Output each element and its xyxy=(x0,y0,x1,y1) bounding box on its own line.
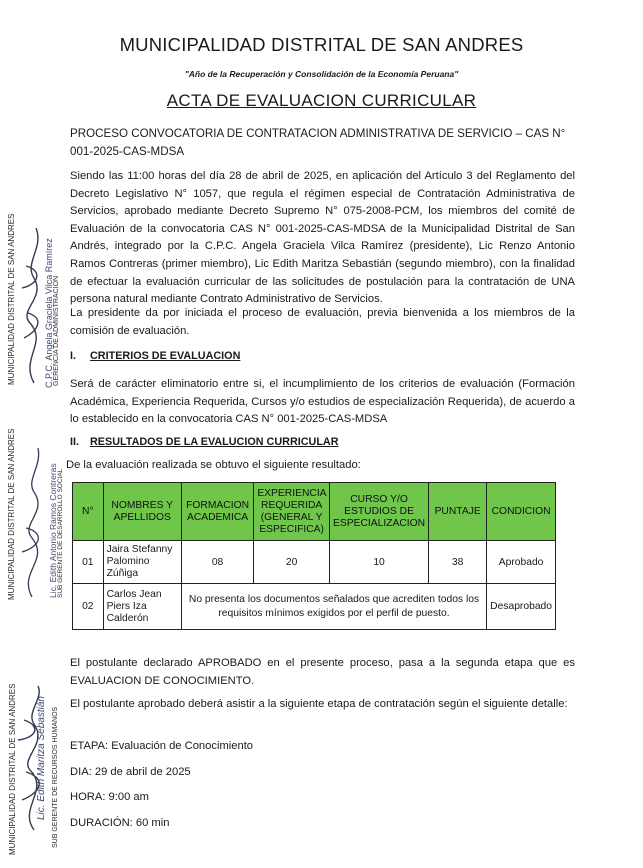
cell-note: No presenta los documentos señalados que acrediten todos los requisitos mínimos exigidos por el perfil de puesto. xyxy=(181,584,486,630)
results-table xyxy=(72,482,556,630)
opening-paragraph: La presidente da por iniciada el proceso de evaluación, previa bienvenida a los miembros de la comisión de evaluación. xyxy=(70,307,575,337)
cell-n: 01 xyxy=(73,541,104,584)
section-number: I. xyxy=(70,350,76,362)
stamp-org: MUNICIPALIDAD DISTRITAL DE SAN ANDRES xyxy=(8,683,17,855)
col-formacion: FORMACION ACADEMICA xyxy=(181,483,253,541)
col-condicion: CONDICION xyxy=(487,483,556,541)
cell-experiencia: 20 xyxy=(254,541,330,584)
section-resultados-heading xyxy=(70,436,339,448)
section-title: CRITERIOS DE EVALUACION xyxy=(90,350,241,362)
cell-condicion: Aprobado xyxy=(487,541,556,584)
municipality-title: MUNICIPALIDAD DISTRITAL DE SAN ANDRES xyxy=(119,34,524,55)
year-motto: "Año de la Recuperación y Consolidación de la Economía Peruana" xyxy=(184,69,459,79)
stamp-role: SUB GERENTE DE RECURSOS HUMANOS xyxy=(52,706,59,848)
day-line: DIA: 29 de abril de 2025 xyxy=(70,766,191,778)
cell-condicion: Desaprobado xyxy=(487,584,556,630)
table-row xyxy=(73,541,556,584)
duration-line: DURACIÓN: 60 min xyxy=(70,817,170,829)
intro-paragraph: Siendo las 11:00 horas del día 28 de abril de 2025, en aplicación del Artículo 3 del Reglamento del Decreto Legislativo N° 1057, que regula el régimen especial de Contratación Administrativa de Servicios, aprobado mediante Decreto Supremo N° 075-2008-PCM, los miembros del comité de Evaluación de la convocatoria CAS N° 001-2025-CAS-MDSA de la Municipalidad Distrital de San Andrés, integrado por la C.P.C. Angela Graciela Vilca Ramírez (presidente), Lic Renzo Antonio Ramos Contreras (primer miembro), Lic Edith Maritza Sebastián (segundo miembro), con la finalidad de efectuar la evaluación curricular de las solicitudes de postulación para la contratación de UNA persona natural mediante Contrato Administrativo de Servicios. xyxy=(70,170,575,306)
acta-title: ACTA DE EVALUACION CURRICULAR xyxy=(166,91,477,110)
process-title: PROCESO CONVOCATORIA DE CONTRATACION ADMINISTRATIVA DE SERVICIO – CAS N° 001-2025-CAS-MDSA xyxy=(70,127,566,158)
criteria-paragraph: Será de carácter eliminatorio entre si, el incumplimiento de los criterios de evaluación (Formación Académica, Experiencia Requerida, Cursos y/o estudios de especialización Requerida), de acuerdo a lo establecido en la convocatoria CAS N° 001-2025-CAS-MDSA xyxy=(70,378,575,426)
stamp-org: MUNICIPALIDAD DISTRITAL DE SAN ANDRES xyxy=(7,213,16,385)
stamp-role: SUB GERENTE DE DESARROLLO SOCIAL xyxy=(57,468,64,598)
stamp-name: C.P.C. Angela Graciela Vilca Ramírez xyxy=(44,238,54,388)
hour-line: HORA: 9:00 am xyxy=(70,791,149,803)
signature-mark xyxy=(14,218,52,388)
next-stage-paragraph: El postulante aprobado deberá asistir a la siguiente etapa de contratación según el siguiente detalle: xyxy=(70,698,568,710)
results-intro: De la evaluación realizada se obtuvo el siguiente resultado: xyxy=(66,459,361,471)
signature-mark xyxy=(12,680,56,840)
col-experiencia: EXPERIENCIA REQUERIDA (GENERAL Y ESPECIFICA) xyxy=(254,483,330,541)
section-title: RESULTADOS DE LA EVALUCION CURRICULAR xyxy=(90,436,339,448)
cell-formacion: 08 xyxy=(181,541,253,584)
section-number: II. xyxy=(70,436,79,448)
approved-paragraph: El postulante declarado APROBADO en el presente proceso, pasa a la segunda etapa que es EVALUACION DE CONOCIMIENTO. xyxy=(70,657,575,687)
cell-curso: 10 xyxy=(329,541,428,584)
table-header-row xyxy=(73,483,556,541)
cell-puntaje: 38 xyxy=(429,541,487,584)
table-row xyxy=(73,584,556,630)
stamp-role: GERENCIA DE ADMINISTRACION xyxy=(53,275,60,386)
signature-mark xyxy=(14,442,54,602)
cell-n: 02 xyxy=(73,584,104,630)
stamp-name: Lic. Edith Antonio Ramos Contreras xyxy=(48,463,58,598)
cell-name: Jaira Stefanny Palomino Zúñiga xyxy=(103,541,181,584)
cell-name: Carlos Jean Piers Iza Calderón xyxy=(103,584,181,630)
col-n: N° xyxy=(73,483,104,541)
stage-line: ETAPA: Evaluación de Conocimiento xyxy=(70,740,254,752)
col-nombres: NOMBRES Y APELLIDOS xyxy=(103,483,181,541)
stamp-name: Lic. Edith Maritza Sebastián xyxy=(36,696,47,820)
col-puntaje: PUNTAJE xyxy=(429,483,487,541)
stamp-org: MUNICIPALIDAD DISTRITAL DE SAN ANDRES xyxy=(7,428,16,600)
section-criterios-heading xyxy=(70,350,240,362)
col-curso: CURSO Y/O ESTUDIOS DE ESPECIALIZACION xyxy=(329,483,428,541)
